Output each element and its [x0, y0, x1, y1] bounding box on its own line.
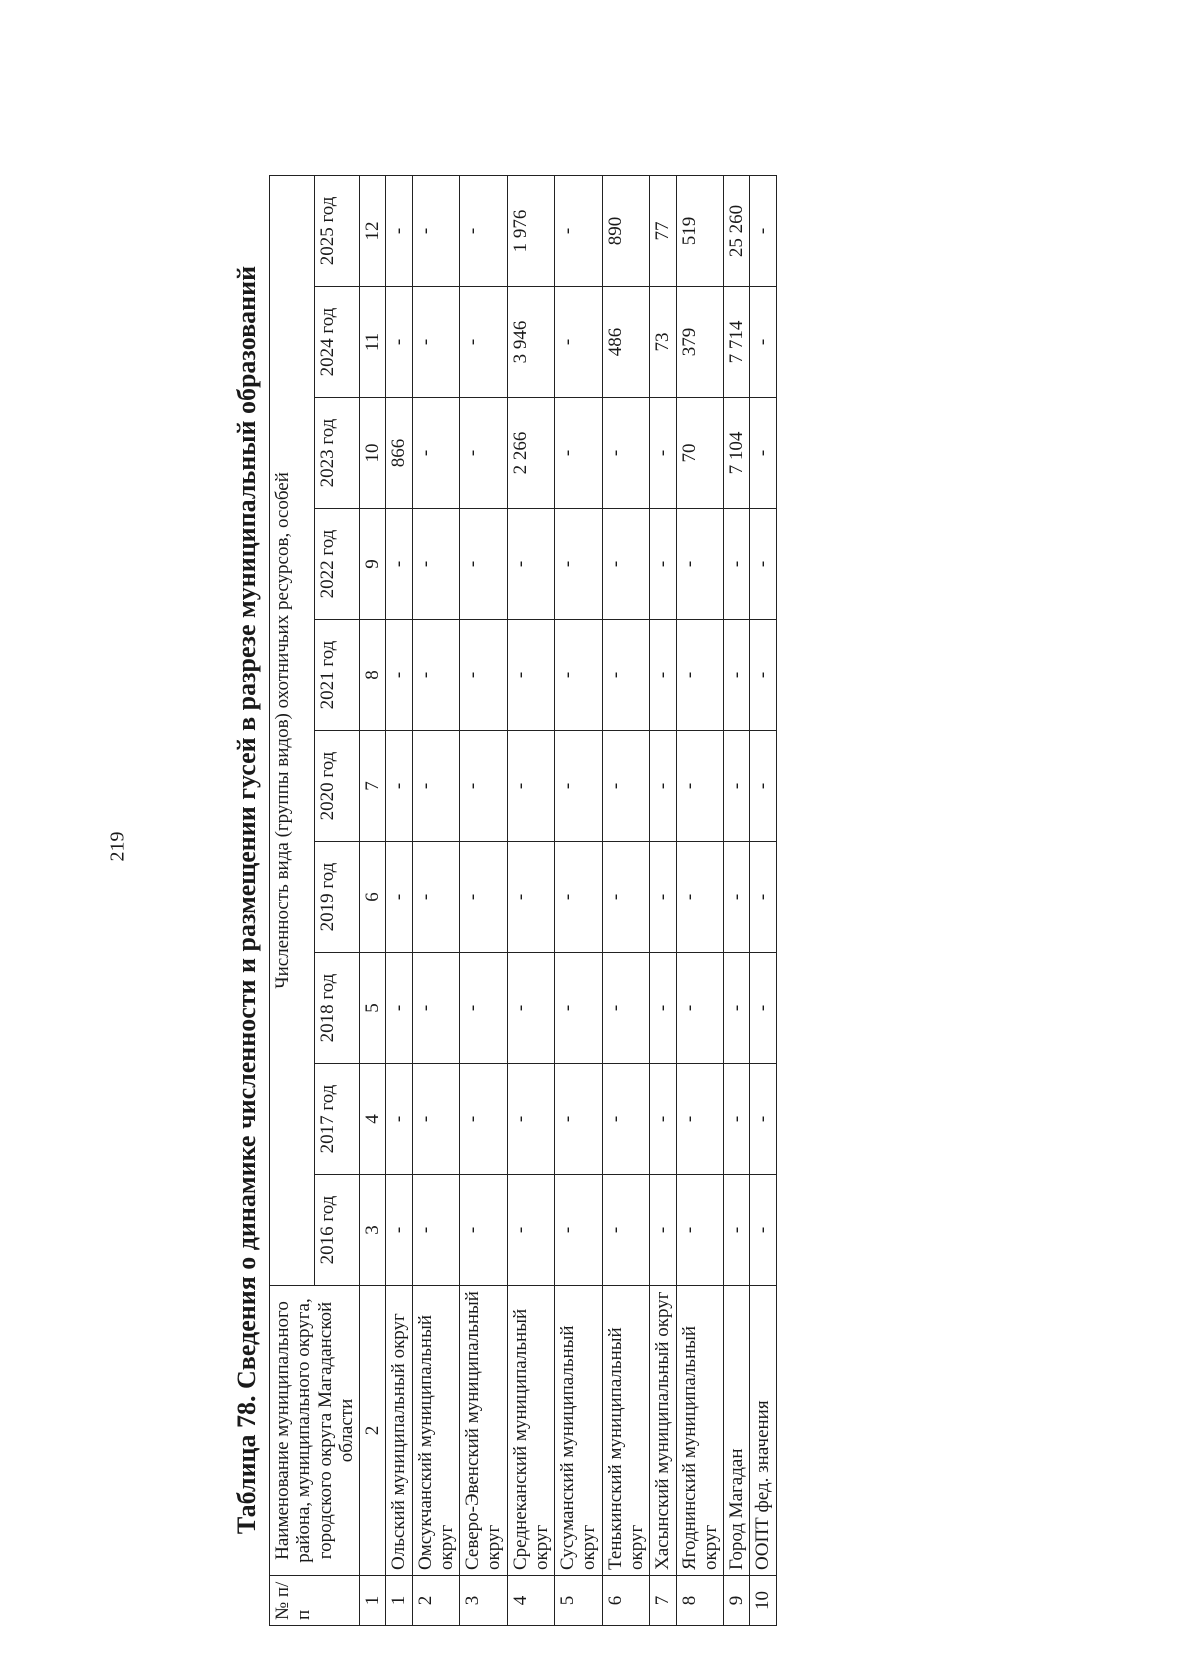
column-number: 7	[360, 731, 386, 842]
row-value: -	[386, 1064, 412, 1175]
table-row	[724, 175, 750, 1625]
row-value: 2 266	[507, 398, 555, 509]
header-year: 2023 год	[315, 398, 360, 509]
row-value: 77	[650, 175, 676, 286]
row-value: 1 976	[507, 175, 555, 286]
column-number: 12	[360, 175, 386, 286]
row-value: -	[750, 842, 776, 953]
header-row-1	[270, 175, 315, 1625]
row-value: -	[650, 509, 676, 620]
row-value: -	[750, 731, 776, 842]
table-row	[412, 175, 460, 1625]
row-value: -	[724, 1064, 750, 1175]
header-year: 2017 год	[315, 1064, 360, 1175]
row-value: 379	[676, 287, 724, 398]
row-value: -	[460, 620, 508, 731]
row-index: 8	[676, 1576, 724, 1626]
header-year: 2025 год	[315, 175, 360, 286]
row-value: -	[555, 953, 603, 1064]
row-name: Город Магадан	[724, 1286, 750, 1576]
row-value: 7 714	[724, 287, 750, 398]
row-value: -	[555, 731, 603, 842]
row-value: -	[602, 398, 650, 509]
row-value: -	[507, 842, 555, 953]
row-value: -	[555, 175, 603, 286]
row-index: 9	[724, 1576, 750, 1626]
column-number: 2	[360, 1286, 386, 1576]
row-value: -	[460, 842, 508, 953]
row-value: -	[750, 620, 776, 731]
row-value: -	[676, 509, 724, 620]
row-value: -	[460, 1064, 508, 1175]
row-index: 6	[602, 1576, 650, 1626]
row-value: -	[750, 287, 776, 398]
row-value: -	[750, 1175, 776, 1286]
row-value: -	[507, 731, 555, 842]
row-value: -	[750, 398, 776, 509]
row-value: -	[602, 620, 650, 731]
row-index: 7	[650, 1576, 676, 1626]
row-value: -	[386, 509, 412, 620]
column-number: 9	[360, 509, 386, 620]
row-value: -	[507, 953, 555, 1064]
row-value: -	[386, 731, 412, 842]
row-index: 5	[555, 1576, 603, 1626]
row-value: -	[412, 509, 460, 620]
header-year: 2021 год	[315, 620, 360, 731]
header-year: 2020 год	[315, 731, 360, 842]
row-index: 4	[507, 1576, 555, 1626]
table-row	[650, 175, 676, 1625]
row-value: -	[386, 175, 412, 286]
table-row	[602, 175, 650, 1625]
row-value: 70	[676, 398, 724, 509]
row-value: -	[602, 1064, 650, 1175]
row-name: Ольский муниципальный округ	[386, 1286, 412, 1576]
row-value: -	[460, 1175, 508, 1286]
row-value: -	[724, 509, 750, 620]
row-value: -	[555, 1064, 603, 1175]
row-value: -	[750, 509, 776, 620]
header-year: 2024 год	[315, 287, 360, 398]
column-number: 5	[360, 953, 386, 1064]
table-row	[676, 175, 724, 1625]
goose-population-table	[269, 175, 777, 1626]
column-number: 11	[360, 287, 386, 398]
row-value: -	[650, 731, 676, 842]
row-value: -	[676, 1175, 724, 1286]
row-value: -	[412, 175, 460, 286]
column-number: 6	[360, 842, 386, 953]
row-value: -	[676, 620, 724, 731]
row-value: -	[602, 842, 650, 953]
row-name: Северо-Эвенский муниципальный округ	[460, 1286, 508, 1576]
row-value: -	[650, 1064, 676, 1175]
row-index: 2	[412, 1576, 460, 1626]
header-year: 2019 год	[315, 842, 360, 953]
row-index: 10	[750, 1576, 776, 1626]
row-value: -	[386, 287, 412, 398]
row-name: Ягоднинский муниципальный округ	[676, 1286, 724, 1576]
header-index: № п/п	[270, 1576, 360, 1626]
column-number: 1	[360, 1576, 386, 1626]
row-value: -	[460, 509, 508, 620]
row-value: -	[412, 953, 460, 1064]
row-value: 866	[386, 398, 412, 509]
row-name: Среднеканский муниципальный округ	[507, 1286, 555, 1576]
row-value: -	[412, 1064, 460, 1175]
row-value: -	[412, 287, 460, 398]
row-value: -	[724, 1175, 750, 1286]
column-number: 4	[360, 1064, 386, 1175]
row-name: Омсукчанский муниципальный округ	[412, 1286, 460, 1576]
row-value: 890	[602, 175, 650, 286]
rotated-page-content	[225, 170, 805, 1630]
header-name: Наименование муниципального района, муниципального округа, городского округа Магаданской области	[270, 1286, 360, 1576]
column-number: 8	[360, 620, 386, 731]
row-value: -	[676, 1064, 724, 1175]
row-value: -	[460, 953, 508, 1064]
table-row	[507, 175, 555, 1625]
header-year: 2016 год	[315, 1175, 360, 1286]
row-index: 1	[386, 1576, 412, 1626]
row-value: -	[555, 1175, 603, 1286]
row-value: -	[602, 731, 650, 842]
row-value: -	[555, 287, 603, 398]
row-value: -	[650, 1175, 676, 1286]
row-value: -	[460, 398, 508, 509]
row-value: -	[412, 1175, 460, 1286]
row-value: -	[386, 953, 412, 1064]
row-value: -	[724, 953, 750, 1064]
row-name: Хасынский муниципальный округ	[650, 1286, 676, 1576]
row-value: -	[724, 731, 750, 842]
header-year: 2022 год	[315, 509, 360, 620]
header-year: 2018 год	[315, 953, 360, 1064]
row-value: -	[602, 509, 650, 620]
row-value: -	[650, 398, 676, 509]
row-name: Тенькинский муниципальный округ	[602, 1286, 650, 1576]
row-value: -	[507, 1175, 555, 1286]
row-value: -	[650, 842, 676, 953]
row-index: 3	[460, 1576, 508, 1626]
row-name: Сусуманский муниципальный округ	[555, 1286, 603, 1576]
row-value: -	[555, 398, 603, 509]
row-value: -	[412, 620, 460, 731]
table-row	[555, 175, 603, 1625]
header-group: Численность вида (группы видов) охотничьих ресурсов, особей	[270, 175, 315, 1285]
table-row	[750, 175, 776, 1625]
row-value: -	[386, 1175, 412, 1286]
page-number: 219	[106, 831, 129, 862]
row-value: -	[724, 620, 750, 731]
row-value: -	[650, 953, 676, 1064]
row-value: -	[750, 175, 776, 286]
row-value: -	[602, 953, 650, 1064]
row-value: -	[750, 953, 776, 1064]
row-value: -	[460, 175, 508, 286]
row-value: -	[507, 1064, 555, 1175]
row-value: 519	[676, 175, 724, 286]
row-value: -	[386, 620, 412, 731]
column-number: 3	[360, 1175, 386, 1286]
row-value: -	[507, 509, 555, 620]
row-value: -	[555, 842, 603, 953]
row-value: -	[676, 842, 724, 953]
row-value: -	[555, 620, 603, 731]
row-value: -	[650, 620, 676, 731]
row-value: -	[602, 1175, 650, 1286]
row-value: 25 260	[724, 175, 750, 286]
row-value: -	[555, 509, 603, 620]
column-numbers-row	[360, 175, 386, 1625]
table-title: Таблица 78. Сведения о динамике численности и размещении гусей в разрезе муниципальный образований	[232, 265, 261, 1535]
row-value: 7 104	[724, 398, 750, 509]
row-value: -	[460, 731, 508, 842]
row-name: ООПТ фед. значения	[750, 1286, 776, 1576]
table-row	[460, 175, 508, 1625]
row-value: -	[724, 842, 750, 953]
row-value: -	[412, 398, 460, 509]
row-value: -	[676, 731, 724, 842]
row-value: -	[676, 953, 724, 1064]
row-value: -	[386, 842, 412, 953]
row-value: -	[412, 842, 460, 953]
row-value: 486	[602, 287, 650, 398]
table-row	[386, 175, 412, 1625]
row-value: 3 946	[507, 287, 555, 398]
row-value: -	[460, 287, 508, 398]
row-value: 73	[650, 287, 676, 398]
column-number: 10	[360, 398, 386, 509]
row-value: -	[412, 731, 460, 842]
row-value: -	[507, 620, 555, 731]
row-value: -	[750, 1064, 776, 1175]
